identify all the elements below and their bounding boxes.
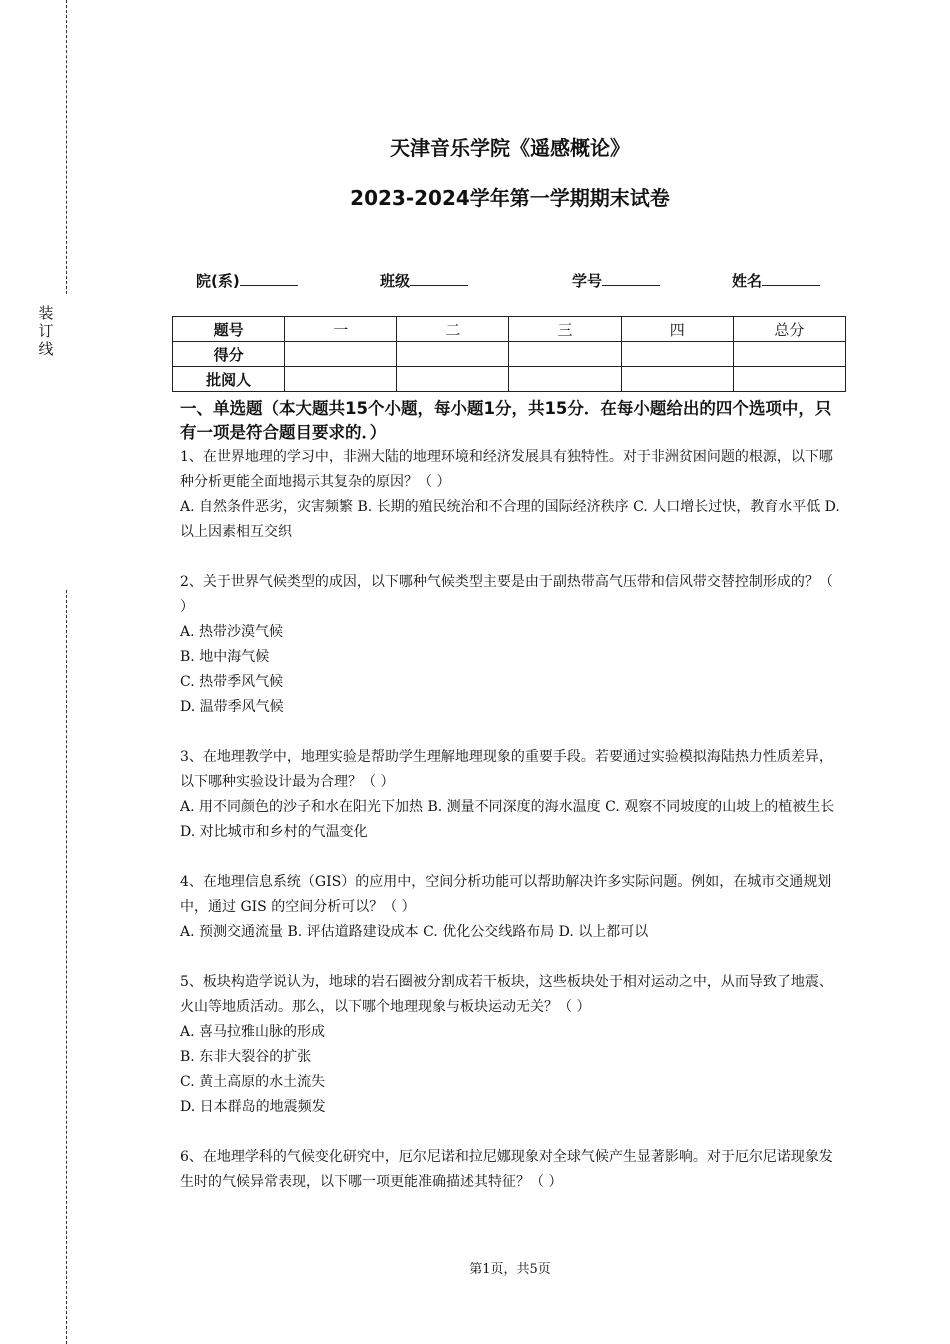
class-blank[interactable] [410, 271, 468, 286]
department-field [196, 270, 298, 291]
name-field [732, 270, 820, 291]
grader-cell[interactable] [733, 367, 845, 392]
exam-subtitle: 2023-2024学年第一学期期末试卷 [350, 186, 670, 210]
score-header-cell: 题号 [173, 317, 285, 342]
score-header-cell: 四 [621, 317, 733, 342]
student-id-field [572, 270, 660, 291]
score-cell[interactable] [285, 342, 397, 367]
score-table-grader-row [173, 367, 846, 392]
exam-content [180, 397, 840, 1195]
name-label: 姓名 [732, 272, 763, 290]
question-1 [180, 445, 840, 545]
question-option: C. 热带季风气候 [180, 674, 284, 690]
grader-cell[interactable] [397, 367, 509, 392]
question-option: D. 温带季风气候 [180, 699, 284, 715]
score-header-cell: 二 [397, 317, 509, 342]
grader-cell[interactable] [621, 367, 733, 392]
question-stem: 2、关于世界气候类型的成因，以下哪种气候类型主要是由于副热带高气压带和信风带交替控制形成的？（ ） [180, 574, 833, 615]
binding-char: 订 [38, 322, 54, 340]
page-footer: 第1页，共5页 [469, 1262, 551, 1277]
question-2 [180, 570, 840, 720]
class-field [380, 270, 468, 291]
grader-cell[interactable] [509, 367, 621, 392]
question-options: A. 用不同颜色的沙子和水在阳光下加热 B. 测量不同深度的海水温度 C. 观察不同坡度的山坡上的植被生长 D. 对比城市和乡村的气温变化 [180, 799, 835, 840]
score-row-label: 得分 [173, 342, 285, 367]
department-blank[interactable] [240, 271, 298, 286]
score-header-cell: 一 [285, 317, 397, 342]
class-label: 班级 [380, 272, 411, 290]
question-stem: 5、板块构造学说认为，地球的岩石圈被分割成若干板块，这些板块处于相对运动之中，从而导致了地震、火山等地质活动。那么，以下哪个地理现象与板块运动无关？（ ） [180, 974, 833, 1015]
score-table [172, 316, 846, 392]
question-options: A. 预测交通流量 B. 评估道路建设成本 C. 优化公交线路布局 D. 以上都可以 [180, 924, 649, 940]
question-options: A. 自然条件恶劣，灾害频繁 B. 长期的殖民统治和不合理的国际经济秩序 C. 人口增长过快，教育水平低 D. 以上因素相互交织 [180, 499, 840, 540]
section-title: 一、单选题（本大题共15个小题，每小题1分，共15分．在每小题给出的四个选项中，只有一项是符合题目要求的．） [180, 399, 832, 442]
question-6 [180, 1145, 840, 1195]
binding-line-bottom [66, 590, 67, 1344]
question-option: D. 日本群岛的地震频发 [180, 1099, 326, 1115]
student-id-label: 学号 [572, 272, 603, 290]
score-header-cell: 三 [509, 317, 621, 342]
binding-char: 装 [38, 304, 54, 322]
question-stem: 4、在地理信息系统（GIS）的应用中，空间分析功能可以帮助解决许多实际问题。例如，在城市交通规划中，通过 GIS 的空间分析可以？（ ） [180, 874, 832, 915]
score-header-cell: 总分 [733, 317, 845, 342]
score-table-score-row [173, 342, 846, 367]
score-table-header-row [173, 317, 846, 342]
binding-label [36, 304, 56, 358]
exam-title: 天津音乐学院《遥感概论》 [390, 136, 630, 160]
department-label: 院(系) [196, 272, 240, 290]
score-cell[interactable] [733, 342, 845, 367]
question-3 [180, 745, 840, 845]
question-option: A. 热带沙漠气候 [180, 624, 284, 640]
question-4 [180, 870, 840, 945]
score-cell[interactable] [621, 342, 733, 367]
question-stem: 3、在地理教学中，地理实验是帮助学生理解地理现象的重要手段。若要通过实验模拟海陆热力性质差异，以下哪种实验设计最为合理？（ ） [180, 749, 833, 790]
question-option: B. 东非大裂谷的扩张 [180, 1049, 312, 1065]
question-stem: 6、在地理学科的气候变化研究中，厄尔尼诺和拉尼娜现象对全球气候产生显著影响。对于厄尔尼诺现象发生时的气候异常表现，以下哪一项更能准确描述其特征？（ ） [180, 1149, 833, 1190]
score-cell[interactable] [509, 342, 621, 367]
question-5 [180, 970, 840, 1120]
name-blank[interactable] [762, 271, 820, 286]
grader-cell[interactable] [285, 367, 397, 392]
question-option: A. 喜马拉雅山脉的形成 [180, 1024, 326, 1040]
student-id-blank[interactable] [602, 271, 660, 286]
binding-char: 线 [38, 340, 54, 358]
score-cell[interactable] [397, 342, 509, 367]
grader-row-label: 批阅人 [173, 367, 285, 392]
question-stem: 1、在世界地理的学习中，非洲大陆的地理环境和经济发展具有独特性。对于非洲贫困问题的根源，以下哪种分析更能全面地揭示其复杂的原因？（ ） [180, 449, 833, 490]
question-option: C. 黄土高原的水土流失 [180, 1074, 326, 1090]
question-option: B. 地中海气候 [180, 649, 270, 665]
